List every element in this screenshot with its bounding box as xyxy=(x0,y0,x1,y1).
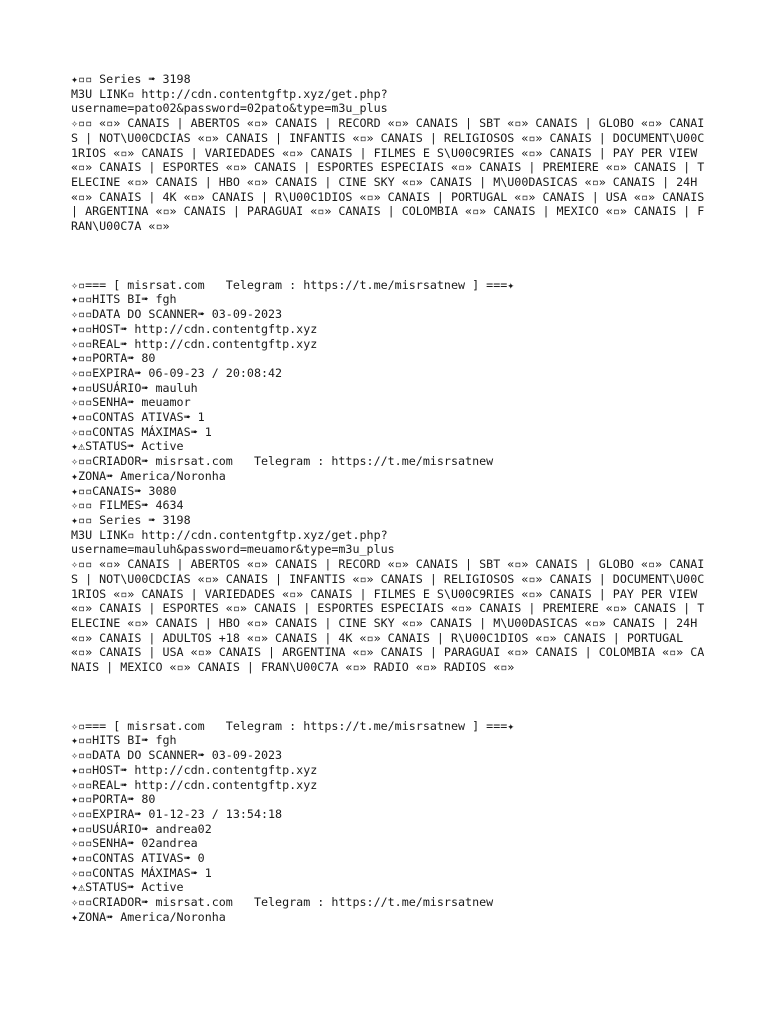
scan-date-line: ✧▫▫DATA DO SCANNER➠ 03-09-2023 xyxy=(71,307,283,322)
real-line: ✧▫▫REAL➠ http://cdn.contentgftp.xyz xyxy=(71,777,318,792)
expiry-line: ✧▫▫EXPIRA➠ 06-09-23 / 20:08:42 xyxy=(71,365,283,380)
account-block-2 xyxy=(71,278,708,675)
creator-line: ✧▫▫CRIADOR➠ misrsat.com Telegram : https://t.me/misrsatnew xyxy=(71,454,494,469)
movies-count-line: ✧▫▫ FILMES➠ 4634 xyxy=(71,498,184,513)
m3u-link-line: M3U LINK▫ http://cdn.contentgftp.xyz/get.php? xyxy=(71,86,388,101)
hits-line: ✦▫▫HITS BI➠ fgh xyxy=(71,733,177,748)
channels-count-line: ✦▫▫CANAIS➠ 3080 xyxy=(71,483,177,498)
port-line: ✦▫▫PORTA➠ 80 xyxy=(71,792,156,807)
series-line: ✦▫▫ Series ➠ 3198 xyxy=(71,72,191,86)
status-line: ✦⚠STATUS➠ Active xyxy=(71,439,184,454)
password-line: ✧▫▫SENHA➠ 02andrea xyxy=(71,836,198,851)
zone-line: ✦ZONA➠ America/Noronha xyxy=(71,909,226,924)
user-line: ✦▫▫USUÁRIO➠ mauluh xyxy=(71,380,198,395)
active-accounts-line: ✦▫▫CONTAS ATIVAS➠ 1 xyxy=(71,410,205,425)
active-accounts-line: ✦▫▫CONTAS ATIVAS➠ 0 xyxy=(71,851,205,866)
account-block-1 xyxy=(71,72,708,234)
zone-line: ✦ZONA➠ America/Noronha xyxy=(71,468,226,483)
channels-paragraph: ✧▫▫ «▫» CANAIS | ABERTOS «▫» CANAIS | RECORD «▫» CANAIS | SBT «▫» CANAIS | GLOBO «▫» CANAIS | NOT\U00CDCIAS «▫» CANAIS | INFANTIS «▫» CANAIS | RELIGIOSOS «▫» CANAIS | DOCUMENT\U00C1RIOS «▫» CANAIS | VARIEDADES «▫» CANAIS | FILMES E S\U00C9RIES «▫» CANAIS | PAY PER VIEW «▫» CANAIS | ESPORTES «▫» CANAIS | ESPORTES ESPECIAIS «▫» CANAIS | PREMIERE «▫» CANAIS | TELECINE «▫» CANAIS | HBO «▫» CANAIS | CINE SKY «▫» CANAIS | M\U00DASICAS «▫» CANAIS | 24H «▫» CANAIS | 4K «▫» CANAIS | R\U00C1DIOS «▫» CANAIS | PORTUGAL «▫» CANAIS | USA «▫» CANAIS | ARGENTINA «▫» CANAIS | PARAGUAI «▫» CANAIS | COLOMBIA «▫» CANAIS | MEXICO «▫» CANAIS | FRAN\U00C7A «▫» xyxy=(71,116,705,234)
series-line: ✦▫▫ Series ➠ 3198 xyxy=(71,512,191,527)
m3u-query-line: username=mauluh&password=meuamor&type=m3u_plus xyxy=(71,542,395,557)
header-line: ✧▫=== [ misrsat.com Telegram : https://t.me/misrsatnew ] ===✦ xyxy=(71,277,515,292)
creator-line: ✧▫▫CRIADOR➠ misrsat.com Telegram : https://t.me/misrsatnew xyxy=(71,895,494,910)
host-line: ✦▫▫HOST➠ http://cdn.contentgftp.xyz xyxy=(71,762,318,777)
account-block-3 xyxy=(71,719,708,925)
m3u-link-line: M3U LINK▫ http://cdn.contentgftp.xyz/get.php? xyxy=(71,527,388,542)
host-line: ✦▫▫HOST➠ http://cdn.contentgftp.xyz xyxy=(71,321,318,336)
header-line: ✧▫=== [ misrsat.com Telegram : https://t.me/misrsatnew ] ===✦ xyxy=(71,718,515,733)
port-line: ✦▫▫PORTA➠ 80 xyxy=(71,351,156,366)
m3u-query-line: username=pato02&password=02pato&type=m3u_plus xyxy=(71,101,388,116)
user-line: ✦▫▫USUÁRIO➠ andrea02 xyxy=(71,821,212,836)
expiry-line: ✧▫▫EXPIRA➠ 01-12-23 / 13:54:18 xyxy=(71,806,283,821)
status-line: ✦⚠STATUS➠ Active xyxy=(71,880,184,895)
channels-paragraph: ✧▫▫ «▫» CANAIS | ABERTOS «▫» CANAIS | RECORD «▫» CANAIS | SBT «▫» CANAIS | GLOBO «▫» CANAIS | NOT\U00CDCIAS «▫» CANAIS | INFANTIS «▫» CANAIS | RELIGIOSOS «▫» CANAIS | DOCUMENT\U00C1RIOS «▫» CANAIS | VARIEDADES «▫» CANAIS | FILMES E S\U00C9RIES «▫» CANAIS | PAY PER VIEW «▫» CANAIS | ESPORTES «▫» CANAIS | ESPORTES ESPECIAIS «▫» CANAIS | PREMIERE «▫» CANAIS | TELECINE «▫» CANAIS | HBO «▫» CANAIS | CINE SKY «▫» CANAIS | M\U00DASICAS «▫» CANAIS | 24H «▫» CANAIS | ADULTOS +18 «▫» CANAIS | 4K «▫» CANAIS | R\U00C1DIOS «▫» CANAIS | PORTUGAL «▫» CANAIS | USA «▫» CANAIS | ARGENTINA «▫» CANAIS | PARAGUAI «▫» CANAIS | COLOMBIA «▫» CANAIS | MEXICO «▫» CANAIS | FRAN\U00C7A «▫» RADIO «▫» RADIOS «▫» xyxy=(71,557,705,675)
max-accounts-line: ✧▫▫CONTAS MÁXIMAS➠ 1 xyxy=(71,865,212,880)
password-line: ✧▫▫SENHA➠ meuamor xyxy=(71,395,191,410)
scan-date-line: ✧▫▫DATA DO SCANNER➠ 03-09-2023 xyxy=(71,748,283,763)
hits-line: ✦▫▫HITS BI➠ fgh xyxy=(71,292,177,307)
spacer xyxy=(71,675,708,719)
real-line: ✧▫▫REAL➠ http://cdn.contentgftp.xyz xyxy=(71,336,318,351)
spacer xyxy=(71,234,708,278)
max-accounts-line: ✧▫▫CONTAS MÁXIMAS➠ 1 xyxy=(71,424,212,439)
